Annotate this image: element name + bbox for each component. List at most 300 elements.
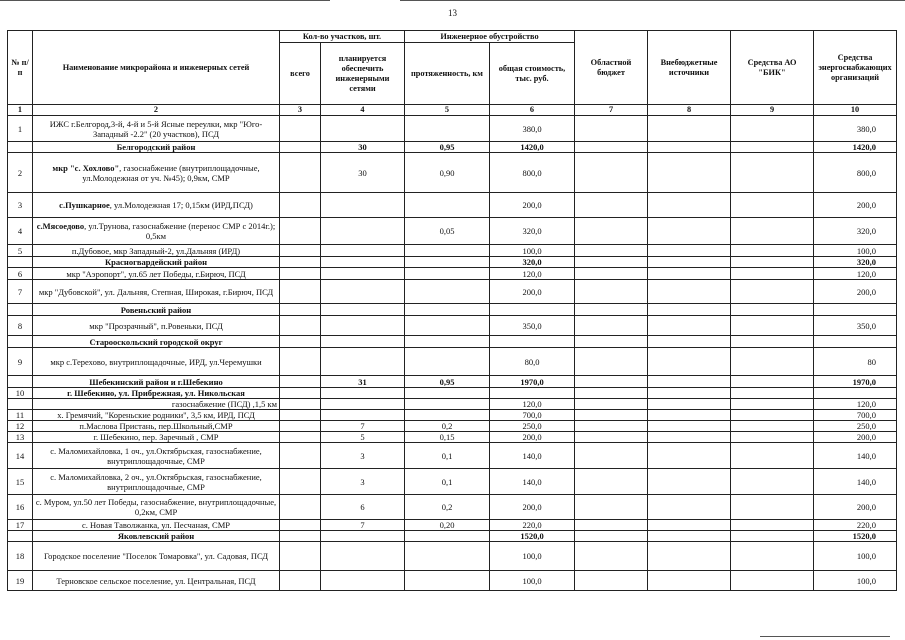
row-number: 10 bbox=[8, 388, 33, 399]
table-row bbox=[8, 432, 897, 443]
offbudget-cell bbox=[648, 571, 731, 591]
plots-total-cell bbox=[280, 193, 321, 218]
plots-total-cell bbox=[280, 571, 321, 591]
plots-planned-cell bbox=[321, 410, 405, 421]
section-row bbox=[8, 336, 897, 348]
header-bik: Средства АО "БИК" bbox=[731, 31, 814, 105]
offbudget-cell bbox=[648, 388, 731, 399]
bik-cell bbox=[731, 116, 814, 142]
energy-cell: 100,0 bbox=[814, 245, 897, 257]
length-cell bbox=[405, 399, 490, 410]
row-number: 8 bbox=[8, 316, 33, 336]
row-name: х. Гремячий, "Кореньские родники", 3,5 км, ИРД, ПСД bbox=[33, 410, 280, 421]
cost-cell: 220,0 bbox=[490, 520, 575, 531]
table-row bbox=[8, 399, 897, 410]
header-plots-group: Кол-во участков, шт. bbox=[280, 31, 405, 43]
offbudget-cell bbox=[648, 495, 731, 520]
bik-cell bbox=[731, 388, 814, 399]
row-name: с. Маломихайловка, 2 оч., ул.Октябрьская, газоснабжение, внутриплощадочные, СМР bbox=[33, 469, 280, 495]
plots-planned-cell: 3 bbox=[321, 443, 405, 469]
offbudget-cell bbox=[648, 257, 731, 268]
regional-cell bbox=[575, 304, 648, 316]
plots-planned-cell bbox=[321, 388, 405, 399]
regional-cell bbox=[575, 399, 648, 410]
row-name: газоснабжение (ПСД) ,1,5 км bbox=[33, 399, 280, 410]
energy-cell: 320,0 bbox=[814, 218, 897, 245]
row-description: , ул.Трунова, газоснабжение (перенос СМР с 2014г.); 0,5км bbox=[84, 221, 276, 241]
plots-planned-cell: 31 bbox=[321, 376, 405, 388]
length-cell: 0,1 bbox=[405, 469, 490, 495]
col-number: 3 bbox=[280, 105, 321, 116]
table-row bbox=[8, 218, 897, 245]
row-name: п.Дубовое, мкр Западный-2, ул.Дальняя (ИРД) bbox=[33, 245, 280, 257]
offbudget-cell bbox=[648, 116, 731, 142]
cost-cell: 100,0 bbox=[490, 542, 575, 571]
energy-cell: 1420,0 bbox=[814, 142, 897, 153]
plots-planned-cell: 7 bbox=[321, 421, 405, 432]
regional-cell bbox=[575, 336, 648, 348]
row-number bbox=[8, 336, 33, 348]
offbudget-cell bbox=[648, 348, 731, 376]
row-name: п.Маслова Пристань, пер.Школьный,СМР bbox=[33, 421, 280, 432]
bik-cell bbox=[731, 495, 814, 520]
energy-cell bbox=[814, 304, 897, 316]
bik-cell bbox=[731, 304, 814, 316]
plots-total-cell bbox=[280, 153, 321, 193]
plots-planned-cell bbox=[321, 336, 405, 348]
row-name: Белгородский район bbox=[33, 142, 280, 153]
bik-cell bbox=[731, 376, 814, 388]
regional-cell bbox=[575, 116, 648, 142]
plots-total-cell bbox=[280, 218, 321, 245]
plots-planned-cell: 30 bbox=[321, 153, 405, 193]
row-description: , ул.Молодежная 17; 0,15км (ИРД,ПСД) bbox=[109, 200, 253, 210]
header-num: № п/п bbox=[8, 31, 33, 105]
section-row bbox=[8, 531, 897, 542]
cost-cell: 1520,0 bbox=[490, 531, 575, 542]
row-number: 3 bbox=[8, 193, 33, 218]
table-row bbox=[8, 316, 897, 336]
settlement-name: с.Мясоедово bbox=[36, 221, 85, 231]
offbudget-cell bbox=[648, 280, 731, 304]
section-row bbox=[8, 304, 897, 316]
section-row bbox=[8, 376, 897, 388]
bik-cell bbox=[731, 531, 814, 542]
length-cell bbox=[405, 531, 490, 542]
bik-cell bbox=[731, 316, 814, 336]
row-name: мкр с.Терехово, внутриплощадочные, ИРД, ул.Черемушки bbox=[33, 348, 280, 376]
regional-cell bbox=[575, 388, 648, 399]
section-row bbox=[8, 257, 897, 268]
offbudget-cell bbox=[648, 336, 731, 348]
offbudget-cell bbox=[648, 520, 731, 531]
plots-planned-cell bbox=[321, 531, 405, 542]
row-name: ИЖС г.Белгород,3-й, 4-й и 5-й Ясные переулки, мкр "Юго-Западный -2.2" (20 участков), ПСД bbox=[33, 116, 280, 142]
length-cell bbox=[405, 336, 490, 348]
cost-cell: 350,0 bbox=[490, 316, 575, 336]
plots-total-cell bbox=[280, 520, 321, 531]
energy-cell: 220,0 bbox=[814, 520, 897, 531]
regional-cell bbox=[575, 376, 648, 388]
settlement-name: мкр "с. Хохлово" bbox=[52, 162, 120, 173]
row-number bbox=[8, 531, 33, 542]
row-name: Яковлевский район bbox=[33, 531, 280, 542]
plots-planned-cell bbox=[321, 399, 405, 410]
row-number: 19 bbox=[8, 571, 33, 591]
col-number: 7 bbox=[575, 105, 648, 116]
length-cell: 0,20 bbox=[405, 520, 490, 531]
section-row bbox=[8, 142, 897, 153]
header-cost: общая стоимость, тыс. руб. bbox=[490, 43, 575, 105]
energy-cell: 80 bbox=[814, 348, 897, 376]
energy-cell: 200,0 bbox=[814, 495, 897, 520]
length-cell bbox=[405, 388, 490, 399]
plots-total-cell bbox=[280, 336, 321, 348]
plots-planned-cell bbox=[321, 257, 405, 268]
offbudget-cell bbox=[648, 443, 731, 469]
table-row bbox=[8, 116, 897, 142]
plots-total-cell bbox=[280, 376, 321, 388]
energy-cell: 200,0 bbox=[814, 432, 897, 443]
plots-planned-cell bbox=[321, 268, 405, 280]
length-cell: 0,2 bbox=[405, 421, 490, 432]
plots-total-cell bbox=[280, 443, 321, 469]
bik-cell bbox=[731, 257, 814, 268]
regional-cell bbox=[575, 531, 648, 542]
energy-cell: 200,0 bbox=[814, 280, 897, 304]
cost-cell: 120,0 bbox=[490, 268, 575, 280]
plots-planned-cell bbox=[321, 542, 405, 571]
table-row bbox=[8, 245, 897, 257]
table-row bbox=[8, 469, 897, 495]
regional-cell bbox=[575, 542, 648, 571]
offbudget-cell bbox=[648, 268, 731, 280]
energy-cell: 1520,0 bbox=[814, 531, 897, 542]
row-number: 1 bbox=[8, 116, 33, 142]
table-row bbox=[8, 153, 897, 193]
plots-planned-cell bbox=[321, 218, 405, 245]
plots-planned-cell bbox=[321, 245, 405, 257]
energy-cell: 120,0 bbox=[814, 399, 897, 410]
offbudget-cell bbox=[648, 399, 731, 410]
offbudget-cell bbox=[648, 469, 731, 495]
plots-total-cell bbox=[280, 280, 321, 304]
regional-cell bbox=[575, 421, 648, 432]
energy-cell: 100,0 bbox=[814, 542, 897, 571]
row-name bbox=[33, 218, 280, 245]
bik-cell bbox=[731, 218, 814, 245]
plots-total-cell bbox=[280, 304, 321, 316]
table-row bbox=[8, 268, 897, 280]
energy-cell: 800,0 bbox=[814, 153, 897, 193]
cost-cell: 250,0 bbox=[490, 421, 575, 432]
cost-cell: 100,0 bbox=[490, 571, 575, 591]
row-number: 14 bbox=[8, 443, 33, 469]
plots-total-cell bbox=[280, 399, 321, 410]
offbudget-cell bbox=[648, 542, 731, 571]
offbudget-cell bbox=[648, 153, 731, 193]
bik-cell bbox=[731, 268, 814, 280]
col-number: 2 bbox=[33, 105, 280, 116]
length-cell bbox=[405, 245, 490, 257]
regional-cell bbox=[575, 142, 648, 153]
plots-total-cell bbox=[280, 245, 321, 257]
top-rule-left bbox=[0, 0, 330, 1]
row-number: 5 bbox=[8, 245, 33, 257]
energy-cell: 350,0 bbox=[814, 316, 897, 336]
plots-total-cell bbox=[280, 469, 321, 495]
plots-total-cell bbox=[280, 388, 321, 399]
length-cell: 0,05 bbox=[405, 218, 490, 245]
table-row bbox=[8, 388, 897, 399]
offbudget-cell bbox=[648, 432, 731, 443]
bik-cell bbox=[731, 280, 814, 304]
row-number: 15 bbox=[8, 469, 33, 495]
row-name: мкр "Дубовской", ул. Дальняя, Степная, Широкая, г.Бирюч, ПСД bbox=[33, 280, 280, 304]
col-number: 1 bbox=[8, 105, 33, 116]
col-number: 9 bbox=[731, 105, 814, 116]
row-name: Ровеньский район bbox=[33, 304, 280, 316]
regional-cell bbox=[575, 280, 648, 304]
energy-cell: 140,0 bbox=[814, 469, 897, 495]
plots-total-cell bbox=[280, 410, 321, 421]
regional-cell bbox=[575, 316, 648, 336]
row-number: 17 bbox=[8, 520, 33, 531]
offbudget-cell bbox=[648, 410, 731, 421]
cost-cell bbox=[490, 304, 575, 316]
row-number: 9 bbox=[8, 348, 33, 376]
length-cell bbox=[405, 280, 490, 304]
length-cell bbox=[405, 316, 490, 336]
row-number bbox=[8, 304, 33, 316]
header-regional-budget: Областной бюджет bbox=[575, 31, 648, 105]
row-name: с. Маломихайловка, 1 оч., ул.Октябрьская, газоснабжение, внутриплощадочные, СМР bbox=[33, 443, 280, 469]
col-number: 6 bbox=[490, 105, 575, 116]
table-row bbox=[8, 495, 897, 520]
col-number: 4 bbox=[321, 105, 405, 116]
row-description: , газоснабжение (внутриплощадочные, ул.Молодежная от уч. №45); 0,9км, СМР bbox=[82, 162, 260, 183]
row-name: с. Новая Таволжанка, ул. Песчаная, СМР bbox=[33, 520, 280, 531]
plots-planned-cell: 7 bbox=[321, 520, 405, 531]
plots-total-cell bbox=[280, 421, 321, 432]
energy-cell: 140,0 bbox=[814, 443, 897, 469]
cost-cell: 140,0 bbox=[490, 443, 575, 469]
length-cell bbox=[405, 304, 490, 316]
energy-cell: 380,0 bbox=[814, 116, 897, 142]
bik-cell bbox=[731, 520, 814, 531]
cost-cell: 200,0 bbox=[490, 432, 575, 443]
bik-cell bbox=[731, 469, 814, 495]
length-cell: 0,15 bbox=[405, 432, 490, 443]
cost-cell: 120,0 bbox=[490, 399, 575, 410]
row-number: 7 bbox=[8, 280, 33, 304]
energy-cell: 320,0 bbox=[814, 257, 897, 268]
table-row bbox=[8, 421, 897, 432]
cost-cell bbox=[490, 388, 575, 399]
plots-planned-cell bbox=[321, 280, 405, 304]
row-number bbox=[8, 399, 33, 410]
bik-cell bbox=[731, 193, 814, 218]
table-row bbox=[8, 348, 897, 376]
regional-cell bbox=[575, 257, 648, 268]
table-row bbox=[8, 410, 897, 421]
offbudget-cell bbox=[648, 316, 731, 336]
row-name: Шебекинский район и г.Шебекино bbox=[33, 376, 280, 388]
header-infra-group: Инженерное обустройство bbox=[405, 31, 575, 43]
table-row bbox=[8, 280, 897, 304]
energy-cell: 700,0 bbox=[814, 410, 897, 421]
offbudget-cell bbox=[648, 218, 731, 245]
header-plots-planned: планируется обеспечить инженерными сетями bbox=[321, 43, 405, 105]
energy-cell: 120,0 bbox=[814, 268, 897, 280]
cost-cell: 700,0 bbox=[490, 410, 575, 421]
length-cell: 0,95 bbox=[405, 376, 490, 388]
offbudget-cell bbox=[648, 142, 731, 153]
regional-cell bbox=[575, 432, 648, 443]
bik-cell bbox=[731, 443, 814, 469]
plots-total-cell bbox=[280, 316, 321, 336]
length-cell: 0,1 bbox=[405, 443, 490, 469]
table-row bbox=[8, 542, 897, 571]
row-name: г. Шебекино, ул. Прибрежная, ул. Никольская bbox=[33, 388, 280, 399]
column-number-row bbox=[8, 105, 897, 116]
bik-cell bbox=[731, 410, 814, 421]
length-cell: 0,2 bbox=[405, 495, 490, 520]
regional-cell bbox=[575, 520, 648, 531]
row-number: 13 bbox=[8, 432, 33, 443]
col-number: 5 bbox=[405, 105, 490, 116]
plots-total-cell bbox=[280, 542, 321, 571]
plots-planned-cell bbox=[321, 348, 405, 376]
row-number: 16 bbox=[8, 495, 33, 520]
table-row bbox=[8, 443, 897, 469]
length-cell bbox=[405, 193, 490, 218]
table-row bbox=[8, 520, 897, 531]
plots-planned-cell bbox=[321, 304, 405, 316]
row-name: Городское поселение "Поселок Томаровка", ул. Садовая, ПСД bbox=[33, 542, 280, 571]
cost-cell: 200,0 bbox=[490, 495, 575, 520]
plots-planned-cell: 5 bbox=[321, 432, 405, 443]
row-name: мкр "Аэропорт", ул.65 лет Победы, г.Бирюч, ПСД bbox=[33, 268, 280, 280]
bik-cell bbox=[731, 432, 814, 443]
cost-cell: 80,0 bbox=[490, 348, 575, 376]
plots-total-cell bbox=[280, 432, 321, 443]
regional-cell bbox=[575, 571, 648, 591]
plots-total-cell bbox=[280, 257, 321, 268]
length-cell bbox=[405, 542, 490, 571]
col-number: 8 bbox=[648, 105, 731, 116]
bottom-rule bbox=[760, 636, 890, 637]
energy-cell: 1970,0 bbox=[814, 376, 897, 388]
header-plots-total: всего bbox=[280, 43, 321, 105]
plots-planned-cell: 6 bbox=[321, 495, 405, 520]
header-offbudget: Внебюджетные источники bbox=[648, 31, 731, 105]
bik-cell bbox=[731, 348, 814, 376]
cost-cell: 140,0 bbox=[490, 469, 575, 495]
row-name bbox=[33, 193, 280, 218]
plots-planned-cell bbox=[321, 193, 405, 218]
bik-cell bbox=[731, 336, 814, 348]
offbudget-cell bbox=[648, 531, 731, 542]
offbudget-cell bbox=[648, 376, 731, 388]
offbudget-cell bbox=[648, 193, 731, 218]
energy-cell bbox=[814, 336, 897, 348]
energy-cell bbox=[814, 388, 897, 399]
table-row bbox=[8, 193, 897, 218]
bik-cell bbox=[731, 542, 814, 571]
length-cell bbox=[405, 257, 490, 268]
plots-planned-cell: 3 bbox=[321, 469, 405, 495]
financing-table bbox=[7, 30, 897, 591]
row-number: 4 bbox=[8, 218, 33, 245]
plots-planned-cell: 30 bbox=[321, 142, 405, 153]
cost-cell: 320,0 bbox=[490, 257, 575, 268]
offbudget-cell bbox=[648, 245, 731, 257]
regional-cell bbox=[575, 410, 648, 421]
row-number: 6 bbox=[8, 268, 33, 280]
cost-cell: 100,0 bbox=[490, 245, 575, 257]
table-row bbox=[8, 571, 897, 591]
row-name: Терновское сельское поселение, ул. Центральная, ПСД bbox=[33, 571, 280, 591]
row-name bbox=[33, 153, 280, 193]
plots-total-cell bbox=[280, 531, 321, 542]
row-number: 11 bbox=[8, 410, 33, 421]
energy-cell: 100,0 bbox=[814, 571, 897, 591]
regional-cell bbox=[575, 469, 648, 495]
cost-cell: 1420,0 bbox=[490, 142, 575, 153]
plots-total-cell bbox=[280, 495, 321, 520]
bik-cell bbox=[731, 399, 814, 410]
plots-total-cell bbox=[280, 142, 321, 153]
bik-cell bbox=[731, 142, 814, 153]
bik-cell bbox=[731, 421, 814, 432]
plots-total-cell bbox=[280, 116, 321, 142]
row-number bbox=[8, 257, 33, 268]
regional-cell bbox=[575, 153, 648, 193]
energy-cell: 200,0 bbox=[814, 193, 897, 218]
plots-planned-cell bbox=[321, 571, 405, 591]
cost-cell: 1970,0 bbox=[490, 376, 575, 388]
col-number: 10 bbox=[814, 105, 897, 116]
row-name: г. Шебекино, пер. Заречный , СМР bbox=[33, 432, 280, 443]
row-name: с. Муром, ул.50 лет Победы, газоснабжение, внутриплощадочные, 0,2км, СМР bbox=[33, 495, 280, 520]
cost-cell: 200,0 bbox=[490, 280, 575, 304]
cost-cell: 200,0 bbox=[490, 193, 575, 218]
offbudget-cell bbox=[648, 304, 731, 316]
cost-cell bbox=[490, 336, 575, 348]
offbudget-cell bbox=[648, 421, 731, 432]
regional-cell bbox=[575, 218, 648, 245]
cost-cell: 320,0 bbox=[490, 218, 575, 245]
regional-cell bbox=[575, 348, 648, 376]
regional-cell bbox=[575, 443, 648, 469]
regional-cell bbox=[575, 245, 648, 257]
settlement-name: с.Пушкарное bbox=[59, 200, 110, 210]
length-cell: 0,95 bbox=[405, 142, 490, 153]
cost-cell: 800,0 bbox=[490, 153, 575, 193]
row-name: Красногвардейский район bbox=[33, 257, 280, 268]
length-cell bbox=[405, 410, 490, 421]
length-cell bbox=[405, 116, 490, 142]
length-cell bbox=[405, 571, 490, 591]
plots-planned-cell bbox=[321, 316, 405, 336]
plots-planned-cell bbox=[321, 116, 405, 142]
bik-cell bbox=[731, 571, 814, 591]
plots-total-cell bbox=[280, 268, 321, 280]
top-rule-right bbox=[400, 0, 905, 1]
length-cell bbox=[405, 268, 490, 280]
header-name: Наименование микрорайона и инженерных сетей bbox=[33, 31, 280, 105]
